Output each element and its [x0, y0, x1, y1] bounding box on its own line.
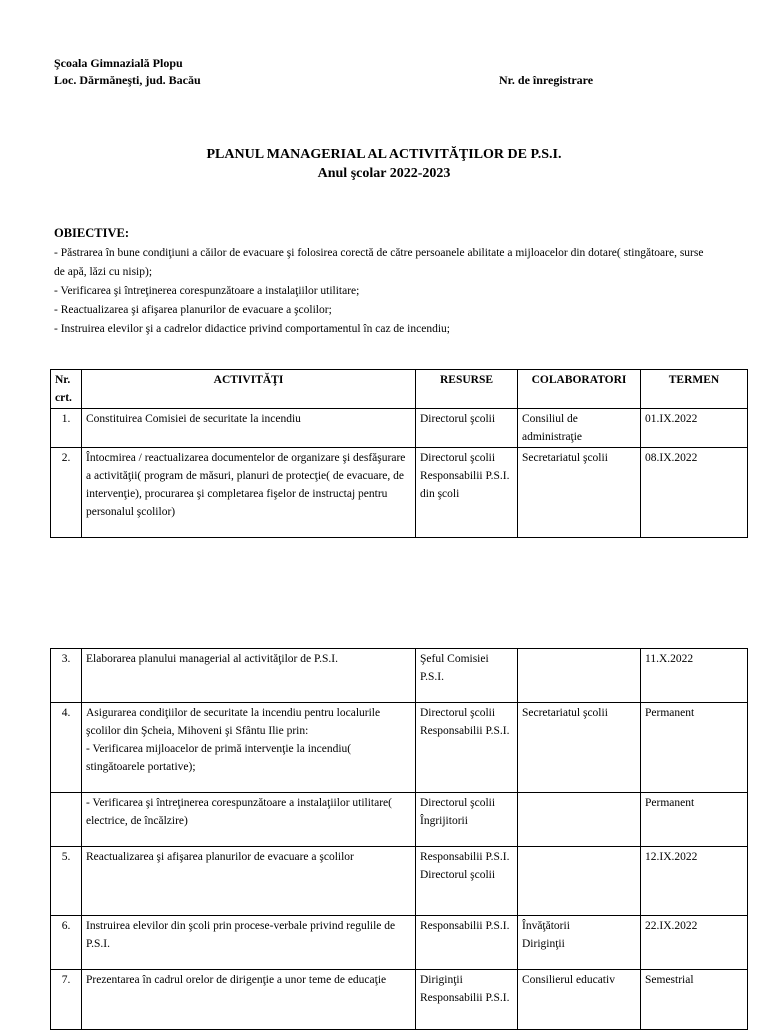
row-deadline: 22.IX.2022 — [641, 916, 748, 970]
row-activity: Reactualizarea şi afişarea planurilor de evacuare a şcolilor — [82, 847, 416, 916]
header-activities: ACTIVITĂŢI — [82, 370, 416, 409]
row-number: 7. — [51, 970, 82, 1030]
row-number: 6. — [51, 916, 82, 970]
row-deadline: Permanent — [641, 793, 748, 847]
row-number: 3. — [51, 649, 82, 703]
row-activity: Constituirea Comisiei de securitate la incendiu — [82, 409, 416, 448]
table-row — [51, 649, 748, 703]
row-deadline: Semestrial — [641, 970, 748, 1030]
registration-number-label: Nr. de înregistrare — [499, 73, 594, 87]
row-collaborators: Secretariatul şcolii — [518, 703, 641, 793]
row-activity: Prezentarea în cadrul orelor de dirigenţie a unor teme de educaţie — [82, 970, 416, 1030]
table-row — [51, 703, 748, 793]
row-deadline: 01.IX.2022 — [641, 409, 748, 448]
objectives-list — [54, 244, 714, 339]
school-year: Anul şcolar 2022-2023 — [317, 166, 451, 181]
school-name: Şcoala Gimnazială Plopu — [54, 56, 183, 70]
row-activity: Întocmirea / reactualizarea documentelor de organizare şi desfăşurare a activităţii( program de măsuri, planuri de protecţie( de evacuare, de intervenţie), procurarea şi completarea fişelor de instructaj pentru personalul şcolilor) — [82, 448, 416, 538]
objective-item: - Verificarea şi întreţinerea corespunzătoare a instalaţiilor utilitare; — [54, 285, 360, 297]
row-collaborators: Consilierul educativ — [518, 970, 641, 1030]
row-number: 5. — [51, 847, 82, 916]
row-deadline: 08.IX.2022 — [641, 448, 748, 538]
row-resources: Directorul şcolii Responsabilii P.S.I. din şcoli — [416, 448, 518, 538]
row-resources: Directorul şcolii — [416, 409, 518, 448]
row-deadline: 11.X.2022 — [641, 649, 748, 703]
row-activity: Elaborarea planului managerial al activităţilor de P.S.I. — [82, 649, 416, 703]
header-deadline: TERMEN — [641, 370, 748, 409]
header-nr: Nr. crt. — [51, 370, 82, 409]
activities-table-page1 — [50, 369, 748, 538]
objective-item: - Păstrarea în bune condiţiuni a căilor de evacuare şi folosirea corectă de către persoanele abilitate a mijloacelor din dotare( stingătoare, surse de apă, lăzi cu nisip); — [54, 247, 704, 278]
row-resources: Responsabilii P.S.I. — [416, 916, 518, 970]
row-activity: - Verificarea şi întreţinerea corespunzătoare a instalaţiilor utilitare( electrice, de încălzire) — [82, 793, 416, 847]
table-header-row — [51, 370, 748, 409]
objectives-heading: OBIECTIVE: — [54, 226, 130, 240]
row-resources: Directorul şcolii Responsabilii P.S.I. — [416, 703, 518, 793]
school-location: Loc. Dărmăneşti, jud. Bacău — [54, 73, 201, 87]
row-collaborators — [518, 793, 641, 847]
row-collaborators — [518, 847, 641, 916]
row-number: 1. — [51, 409, 82, 448]
row-collaborators: Secretariatul şcolii — [518, 448, 641, 538]
row-deadline: Permanent — [641, 703, 748, 793]
objective-item: - Reactualizarea şi afişarea planurilor de evacuare a şcolilor; — [54, 304, 332, 316]
row-resources: Directorul şcolii Îngrijitorii — [416, 793, 518, 847]
row-resources: Responsabilii P.S.I. Directorul şcolii — [416, 847, 518, 916]
activities-table-page2 — [50, 648, 748, 1030]
row-resources: Diriginţii Responsabilii P.S.I. — [416, 970, 518, 1030]
header-collaborators: COLABORATORI — [518, 370, 641, 409]
header-resources: RESURSE — [416, 370, 518, 409]
table-row — [51, 409, 748, 448]
table-row — [51, 448, 748, 538]
table-row — [51, 793, 748, 847]
row-resources: Şeful Comisiei P.S.I. — [416, 649, 518, 703]
row-activity: Asigurarea condiţiilor de securitate la incendiu pentru localurile şcolilor din Şcheia, Mihoveni şi Sfântu Ilie prin: - Verificarea mijloacelor de primă intervenţie la incendiu( stingătoarele portative); — [82, 703, 416, 793]
table-row — [51, 847, 748, 916]
objective-item: - Instruirea elevilor şi a cadrelor didactice privind comportamentul în caz de incendiu; — [54, 323, 450, 335]
table-row — [51, 970, 748, 1030]
row-collaborators: Învăţătorii Diriginţii — [518, 916, 641, 970]
row-number — [51, 793, 82, 847]
row-deadline: 12.IX.2022 — [641, 847, 748, 916]
row-number: 4. — [51, 703, 82, 793]
row-number: 2. — [51, 448, 82, 538]
row-activity: Instruirea elevilor din şcoli prin procese-verbale privind regulile de P.S.I. — [82, 916, 416, 970]
row-collaborators: Consiliul de administraţie — [518, 409, 641, 448]
document-title: PLANUL MANAGERIAL AL ACTIVITĂŢILOR DE P.S.I. — [206, 147, 562, 162]
row-collaborators — [518, 649, 641, 703]
table-row — [51, 916, 748, 970]
